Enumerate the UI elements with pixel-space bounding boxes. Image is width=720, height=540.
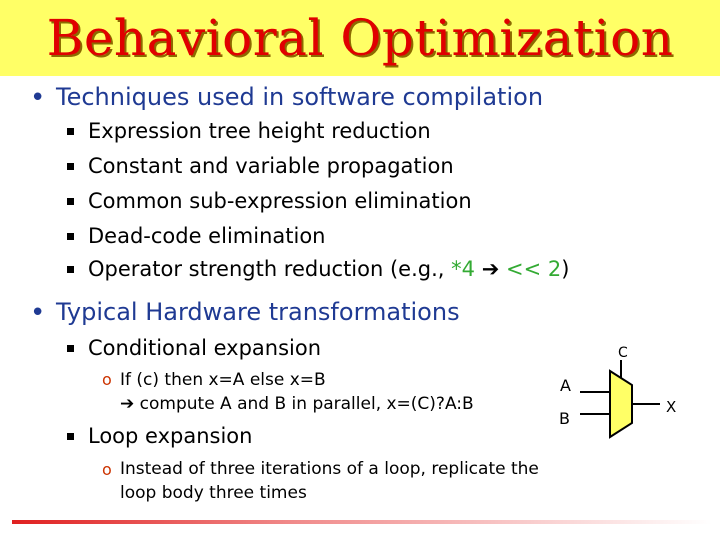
section-heading-software: Techniques used in software compilation [56,83,544,111]
mux-output-label: X [666,398,677,416]
item-loop-expansion: Loop expansion [88,424,253,448]
arrow-icon: ➔ [120,394,135,414]
square-bullet [67,345,74,352]
bullet-dot-2: • [30,298,46,328]
sub-bullet-o: o [102,370,112,389]
bottom-divider [12,520,712,524]
arrow-icon: ➔ [481,257,500,281]
strength-prefix: Operator strength reduction (e.g., [88,257,452,281]
item-strength-reduction [88,257,569,281]
mux-input-b-label: B [559,409,570,428]
section-heading-hardware: Typical Hardware transformations [56,298,460,326]
cond-line-1: If (c) then x=A else x=B [120,370,326,390]
slide-title: Behavioral Optimization [46,9,674,67]
square-bullet [67,433,74,440]
bullet-dot-1: • [30,83,46,113]
mux-input-a-label: A [560,376,571,395]
sub-bullet-o: o [102,460,112,479]
loop-line-2: loop body three times [120,483,307,503]
item-tree-height: Expression tree height reduction [88,119,431,143]
item-cse: Common sub-expression elimination [88,189,472,213]
square-bullet [67,233,74,240]
square-bullet [67,266,74,273]
mux-select-label: C [618,345,628,361]
strength-to: << 2 [505,257,562,281]
item-propagation: Constant and variable propagation [88,154,454,178]
square-bullet [67,198,74,205]
cond-line-2: ➔ compute A and B in parallel, x=(C)?A:B [120,394,474,414]
square-bullet [67,128,74,135]
strength-from: *4 [451,257,475,281]
mux-diagram [540,338,700,448]
item-conditional-expansion: Conditional expansion [88,336,322,360]
item-dead-code: Dead-code elimination [88,224,326,248]
loop-line-1: Instead of three iterations of a loop, replicate the [120,459,539,479]
strength-suffix: ) [561,257,570,281]
square-bullet [67,163,74,170]
mux-body [610,371,632,437]
